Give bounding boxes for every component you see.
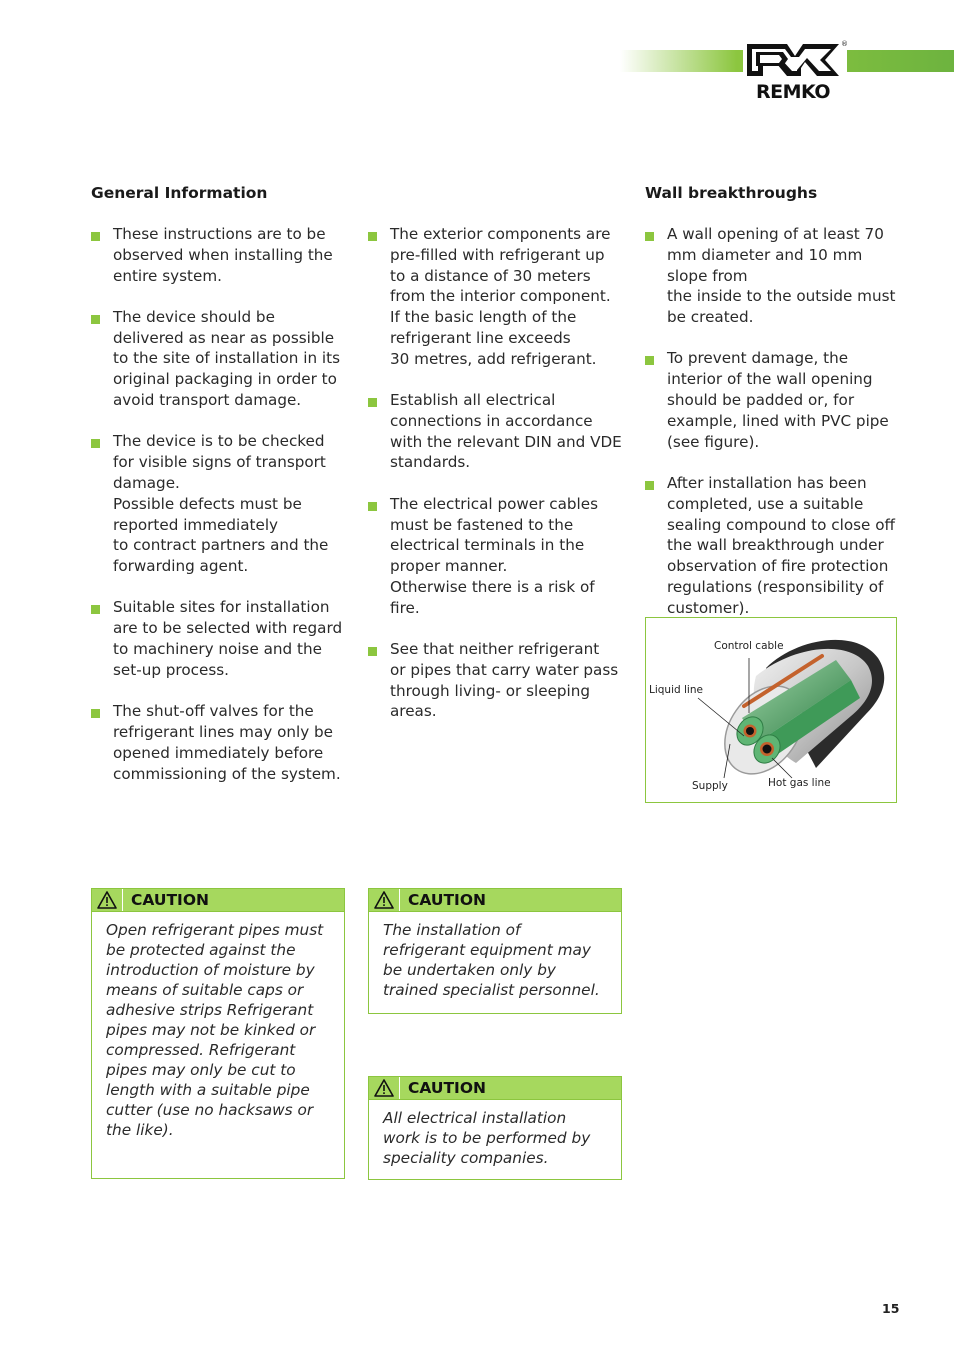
bullet-square-icon (368, 232, 377, 241)
list-item-text: See that neither refrigerant (390, 640, 600, 659)
logo-wordmark: REMKO (755, 81, 831, 103)
caution-text: All electrical installation work is to be performed by speciality companies. (383, 1109, 591, 1167)
logo-mark-icon (743, 40, 843, 80)
list-item (645, 224, 901, 328)
caution-title: CAUTION (408, 891, 486, 909)
bullet-square-icon (91, 709, 100, 718)
wall-breakthroughs-column (645, 224, 901, 639)
general-information-list (91, 224, 346, 784)
list-item-text: The device is to be checked for visible signs of transport damage. (113, 432, 326, 492)
warning-triangle-icon (92, 889, 122, 911)
list-item-text: The exterior components are pre-filled with refrigerant up to a distance of 30 meters from the interior component. If the basic length of the refrigerant line exceeds (390, 225, 611, 347)
bullet-square-icon (645, 232, 654, 241)
list-item (368, 494, 623, 619)
bullet-square-icon (645, 481, 654, 490)
list-item-text: the inside to the outside must be created. (667, 287, 896, 327)
wall-breakthroughs-heading: Wall breakthroughs (645, 184, 818, 202)
bullet-square-icon (368, 398, 377, 407)
caution-header (92, 889, 344, 912)
list-item-text: These instructions are to be observed when installing the entire system. (113, 225, 333, 285)
list-item-text: 30 metres, add refrigerant. (390, 349, 597, 368)
list-item (645, 473, 901, 619)
bullet-square-icon (91, 315, 100, 324)
list-item-text: to contract partners and the forwarding agent. (113, 536, 329, 576)
list-item-text: The shut-off valves for the refrigerant lines may only be opened immediately before commissioning of the system. (113, 702, 341, 783)
list-item (368, 639, 623, 722)
list-item (91, 224, 346, 286)
caution-box-trained-personnel (368, 888, 622, 1014)
caution-title: CAUTION (131, 891, 209, 909)
general-information-column (91, 224, 346, 805)
liquid-line-label: Liquid line (649, 684, 703, 696)
warning-triangle-icon (369, 1077, 399, 1099)
list-item-text: To prevent damage, the interior of the wall opening should be padded or, for example, lined with PVC pipe (see figure). (667, 349, 889, 451)
list-item (91, 597, 346, 680)
list-item (91, 431, 346, 577)
caution-box-refrigerant-pipes (91, 888, 345, 1179)
page-number: 15 (882, 1301, 900, 1316)
list-item (645, 348, 901, 452)
warning-triangle-icon (369, 889, 399, 911)
caution-header (369, 889, 621, 912)
list-item-text: Otherwise there is a risk of fire. (390, 577, 595, 617)
caution-header (369, 1077, 621, 1100)
supply-label: Supply (692, 780, 728, 792)
list-item-text: A wall opening of at least 70 mm diameter and 10 mm slope from (667, 225, 884, 285)
bullet-square-icon (91, 232, 100, 241)
list-item-text: After installation has been completed, use a suitable sealing compound to close off the wall breakthrough under observation of fire protection regulations (responsibility of customer). (667, 473, 895, 617)
list-item-text: Establish all electrical connections in accordance with the relevant DIN and VDE standards. (390, 391, 622, 472)
list-item-text: Possible defects must be reported immediately (113, 494, 302, 534)
list-item (91, 701, 346, 784)
pipe-insulation-figure (645, 617, 897, 803)
bullet-square-icon (368, 647, 377, 656)
list-item (368, 224, 623, 370)
list-item-text: The device should be delivered as near as possible to the site of installation in its original packaging in order to avoid transport damage. (113, 307, 340, 410)
caution-box-electrical-work (368, 1076, 622, 1180)
list-item-text: or pipes that carry water pass through living- or sleeping areas. (390, 660, 619, 721)
list-item (91, 307, 346, 411)
list-item-text: The electrical power cables must be fastened to the electrical terminals in the proper manner. (390, 494, 598, 576)
wall-breakthroughs-list (645, 224, 901, 619)
general-information-heading: General Information (91, 184, 268, 202)
registered-mark: ® (841, 40, 848, 48)
list-item (368, 390, 623, 473)
bullet-square-icon (645, 356, 654, 365)
bullet-square-icon (368, 502, 377, 511)
bullet-square-icon (91, 439, 100, 448)
hot-gas-line-label: Hot gas line (768, 777, 831, 789)
middle-column-list (368, 224, 623, 722)
caution-title: CAUTION (408, 1079, 486, 1097)
control-cable-label: Control cable (714, 640, 784, 652)
list-item-text: Suitable sites for installation are to be selected with regard to machinery noise and the set-up process. (113, 598, 343, 679)
middle-column (368, 224, 623, 743)
remko-logo (743, 40, 847, 104)
bullet-square-icon (91, 605, 100, 614)
caution-text: The installation of refrigerant equipment may be undertaken only by trained specialist personnel. (383, 921, 600, 999)
caution-text: Open refrigerant pipes must be protected against the introduction of moisture by means of suitable caps or adhesive strips Refrigerant pipes may not be kinked or compressed. Refrigerant pipes may only be cut to length with a suitable pipe cutter (use no hacksaws or the like). (106, 921, 324, 1139)
